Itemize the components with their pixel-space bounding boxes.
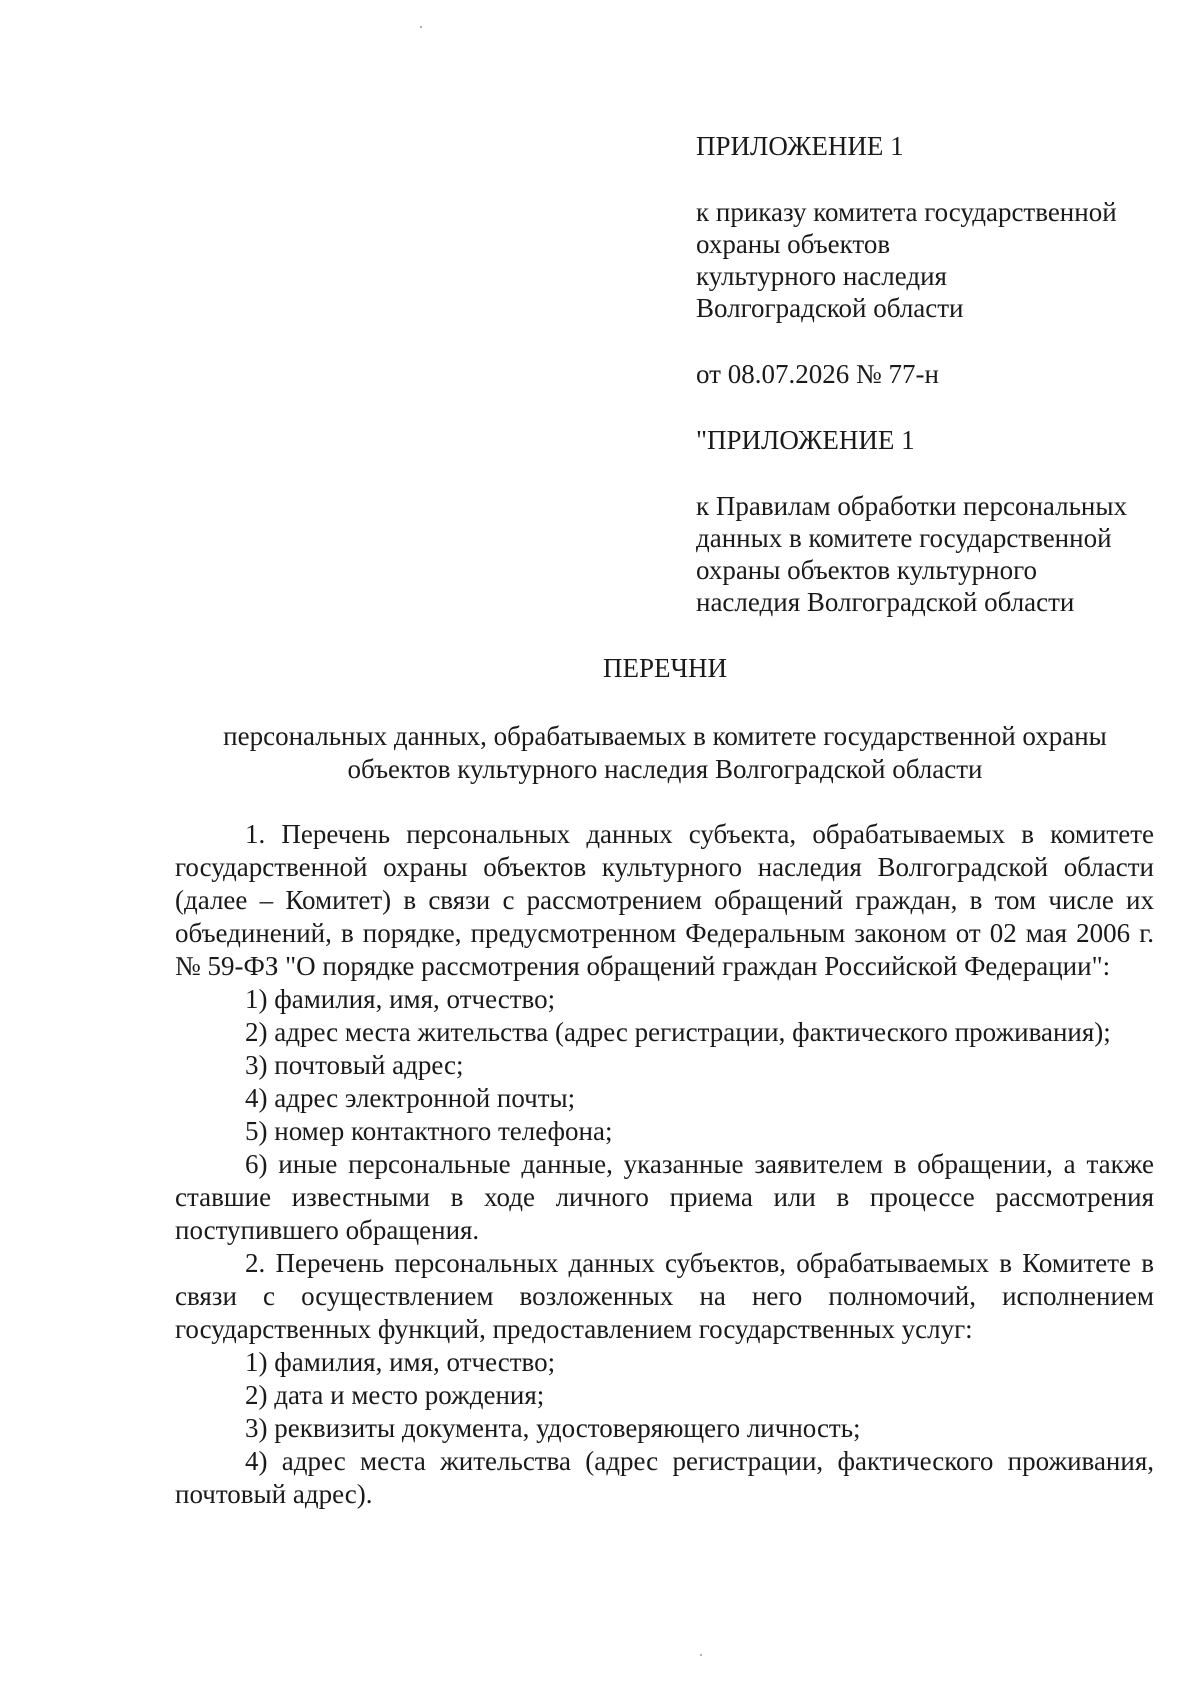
rules-line: данных в комитете государственной: [696, 523, 1112, 553]
rules-line: к Правилам обработки персональных: [696, 491, 1128, 521]
inner-annex-title: "ПРИЛОЖЕНИЕ 1: [696, 425, 915, 455]
order-line: к приказу комитета государственной: [696, 197, 1117, 227]
section-2-item: 4) адрес места жительства (адрес регистрации, фактического проживания, почтовый адрес).: [175, 1446, 1154, 1509]
subtitle-line: персональных данных, обрабатываемых в комитете государственной охраны: [223, 721, 1107, 751]
rules-reference: [696, 490, 1127, 618]
scan-speck: [700, 1654, 702, 1656]
subtitle-line: объектов культурного наследия Волгоградской области: [347, 754, 983, 784]
order-reference: [696, 196, 1117, 324]
rules-line: наследия Волгоградской области: [696, 587, 1075, 617]
document-heading: ПЕРЕЧНИ: [602, 653, 728, 683]
document-subtitle: [175, 720, 1155, 786]
rules-line: охраны объектов культурного: [696, 555, 1037, 585]
document-body: [175, 818, 1154, 1511]
annex-title: ПРИЛОЖЕНИЕ 1: [696, 131, 904, 161]
scan-speck: [420, 26, 422, 28]
section-1-intro: 1. Перечень персональных данных субъекта, обрабатываемых в комитете государственной охраны объектов культурного наследия Волгоградской области (далее – Комитет) в связи с рассмотрением обращений граждан, в том числе их объединений, в порядке, предусмотренном Федеральным законом от 02 мая 2006 г. № 59-ФЗ "О порядке рассмотрения обращений граждан Российской Федерации":: [175, 819, 1154, 981]
section-2-intro: 2. Перечень персональных данных субъектов, обрабатываемых в Комитете в связи с осуществлением возложенных на него полномочий, исполнением государственных функций, предоставлением государственных услуг:: [175, 1248, 1154, 1344]
order-line: Волгоградской области: [696, 293, 964, 323]
order-line: культурного наследия: [696, 261, 947, 291]
section-1-item: 2) адрес места жительства (адрес регистрации, фактического проживания);: [245, 1017, 1111, 1047]
order-date: от 08.07.2026 № 77-н: [696, 359, 939, 389]
section-2-item: 2) дата и место рождения;: [245, 1380, 545, 1410]
section-1-item: 1) фамилия, имя, отчество;: [245, 984, 556, 1014]
section-1-item: 6) иные персональные данные, указанные заявителем в обращении, а также ставшие известными в ходе личного приема или в процессе рассмотрения поступившего обращения.: [175, 1149, 1154, 1245]
section-1-item: 5) номер контактного телефона;: [245, 1116, 613, 1146]
section-2-item: 3) реквизиты документа, удостоверяющего личность;: [245, 1413, 861, 1443]
section-1-item: 3) почтовый адрес;: [245, 1050, 464, 1080]
order-line: охраны объектов: [696, 229, 891, 259]
section-2-item: 1) фамилия, имя, отчество;: [245, 1347, 556, 1377]
section-1-item: 4) адрес электронной почты;: [245, 1083, 576, 1113]
